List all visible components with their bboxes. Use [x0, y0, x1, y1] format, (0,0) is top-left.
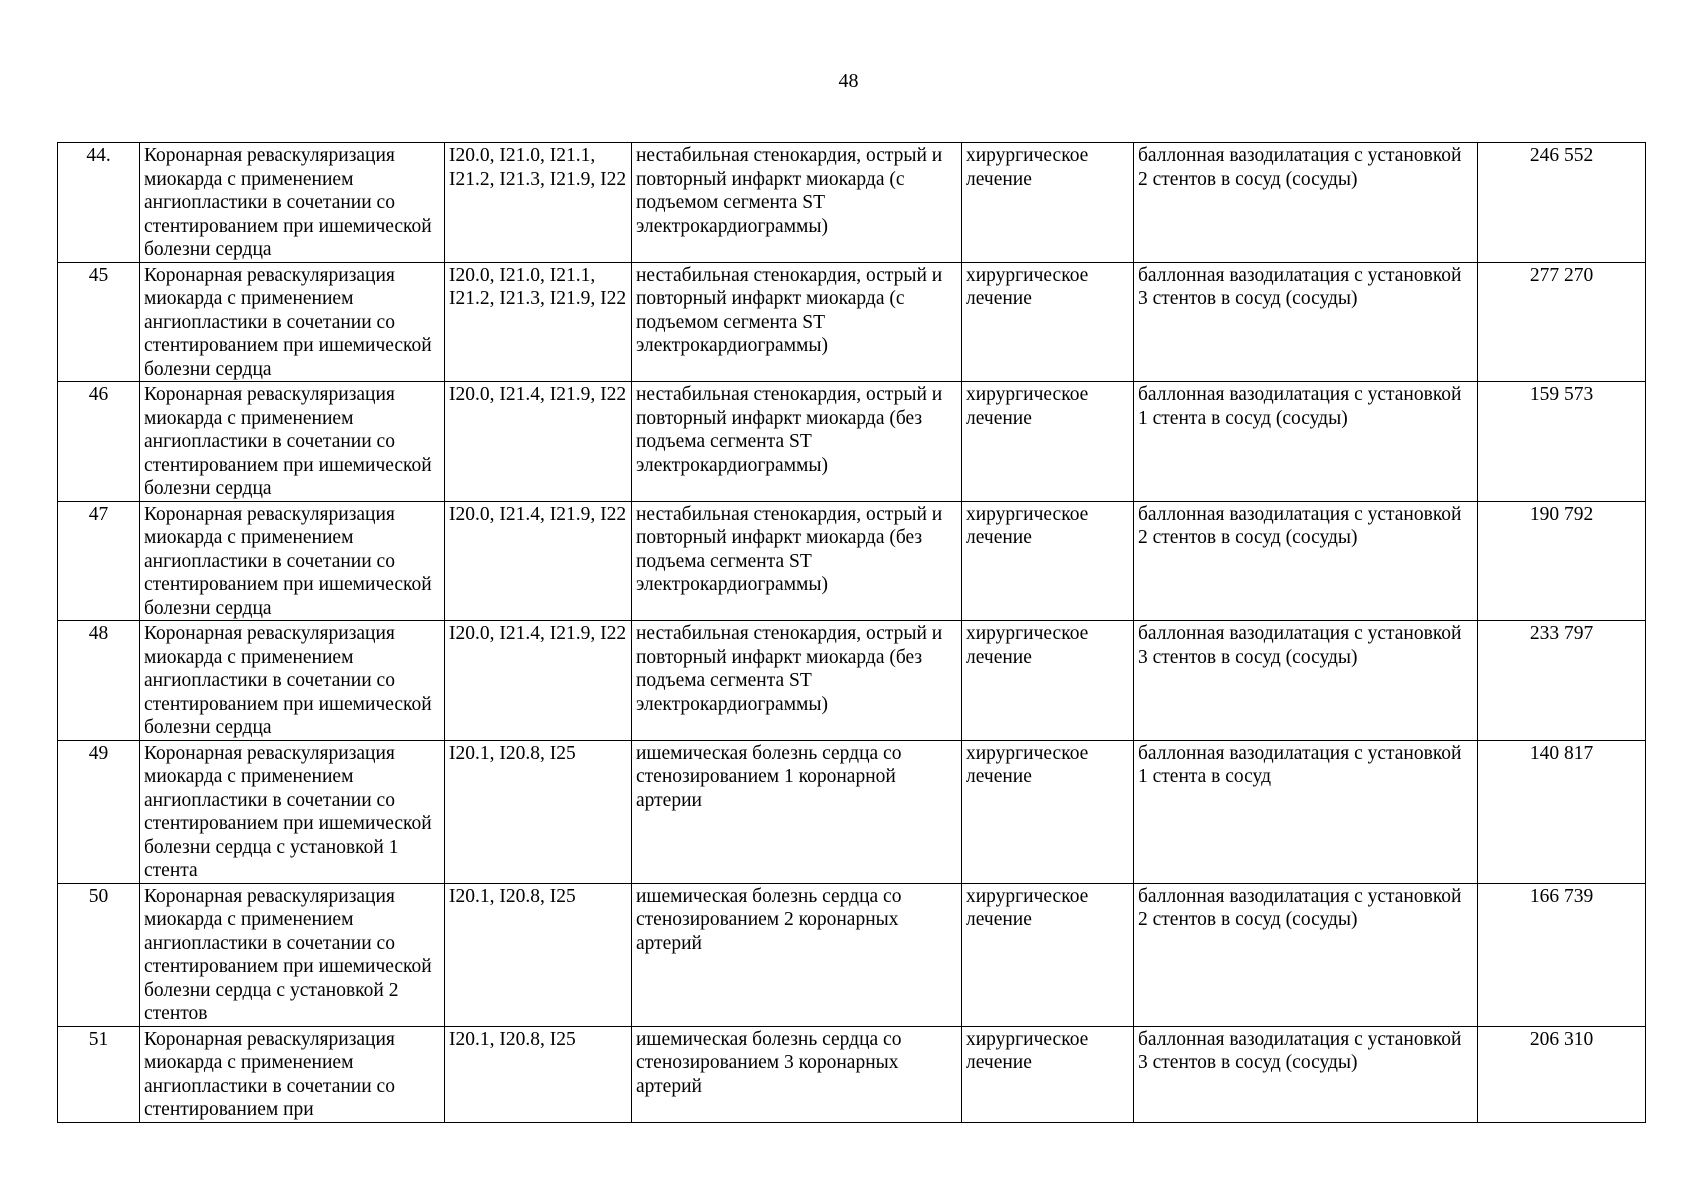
- diagnosis: нестабильная стенокардия, острый и повторный инфаркт миокарда (без подъема сегмента ST электрокардиограммы): [632, 501, 962, 621]
- table-row: [58, 501, 1646, 621]
- treatment-method: баллонная вазодилатация с установкой 3 стентов в сосуд (сосуды): [1134, 262, 1478, 382]
- table-row: [58, 143, 1646, 263]
- treatment-method: баллонная вазодилатация с установкой 3 стентов в сосуд (сосуды): [1134, 1026, 1478, 1122]
- service-name: Коронарная реваскуляризация миокарда с применением ангиопластики в сочетании со стентированием при ишемической болезни сердца с установкой 2 стентов: [140, 883, 445, 1026]
- row-number: 44.: [58, 143, 140, 263]
- page-number: 48: [838, 70, 859, 92]
- services-table: [57, 142, 1646, 1123]
- diagnosis: нестабильная стенокардия, острый и повторный инфаркт миокарда (без подъема сегмента ST электрокардиограммы): [632, 621, 962, 741]
- service-name: Коронарная реваскуляризация миокарда с применением ангиопластики в сочетании со стентированием при: [140, 1026, 445, 1122]
- row-number: 51: [58, 1026, 140, 1122]
- treatment-method: баллонная вазодилатация с установкой 1 стента в сосуд: [1134, 740, 1478, 883]
- icd-codes: I20.0, I21.4, I21.9, I22: [445, 621, 632, 741]
- row-number: 50: [58, 883, 140, 1026]
- service-name: Коронарная реваскуляризация миокарда с применением ангиопластики в сочетании со стентированием при ишемической болезни сердца: [140, 143, 445, 263]
- diagnosis: нестабильная стенокардия, острый и повторный инфаркт миокарда (с подъемом сегмента ST электрокардиограммы): [632, 143, 962, 263]
- treatment-method: баллонная вазодилатация с установкой 1 стента в сосуд (сосуды): [1134, 382, 1478, 502]
- price: 190 792: [1478, 501, 1646, 621]
- row-number: 48: [58, 621, 140, 741]
- price: 140 817: [1478, 740, 1646, 883]
- diagnosis: нестабильная стенокардия, острый и повторный инфаркт миокарда (без подъема сегмента ST электрокардиограммы): [632, 382, 962, 502]
- icd-codes: I20.1, I20.8, I25: [445, 1026, 632, 1122]
- price: 166 739: [1478, 883, 1646, 1026]
- service-name: Коронарная реваскуляризация миокарда с применением ангиопластики в сочетании со стентированием при ишемической болезни сердца с установкой 1 стента: [140, 740, 445, 883]
- service-name: Коронарная реваскуляризация миокарда с применением ангиопластики в сочетании со стентированием при ишемической болезни сердца: [140, 382, 445, 502]
- treatment-type: хирургическое лечение: [962, 262, 1134, 382]
- row-number: 49: [58, 740, 140, 883]
- service-name: Коронарная реваскуляризация миокарда с применением ангиопластики в сочетании со стентированием при ишемической болезни сердца: [140, 501, 445, 621]
- row-number: 47: [58, 501, 140, 621]
- treatment-type: хирургическое лечение: [962, 621, 1134, 741]
- diagnosis: ишемическая болезнь сердца со стенозированием 2 коронарных артерий: [632, 883, 962, 1026]
- icd-codes: I20.1, I20.8, I25: [445, 883, 632, 1026]
- table-row: [58, 740, 1646, 883]
- table-row: [58, 883, 1646, 1026]
- treatment-method: баллонная вазодилатация с установкой 2 стентов в сосуд (сосуды): [1134, 883, 1478, 1026]
- icd-codes: I20.0, I21.0, I21.1, I21.2, I21.3, I21.9, I22: [445, 143, 632, 263]
- diagnosis: ишемическая болезнь сердца со стенозированием 3 коронарных артерий: [632, 1026, 962, 1122]
- table-row: [58, 1026, 1646, 1122]
- diagnosis: нестабильная стенокардия, острый и повторный инфаркт миокарда (с подъемом сегмента ST электрокардиограммы): [632, 262, 962, 382]
- service-name: Коронарная реваскуляризация миокарда с применением ангиопластики в сочетании со стентированием при ишемической болезни сердца: [140, 621, 445, 741]
- treatment-method: баллонная вазодилатация с установкой 2 стентов в сосуд (сосуды): [1134, 143, 1478, 263]
- icd-codes: I20.0, I21.0, I21.1, I21.2, I21.3, I21.9, I22: [445, 262, 632, 382]
- icd-codes: I20.0, I21.4, I21.9, I22: [445, 501, 632, 621]
- table-row: [58, 621, 1646, 741]
- icd-codes: I20.1, I20.8, I25: [445, 740, 632, 883]
- table-row: [58, 262, 1646, 382]
- table-row: [58, 382, 1646, 502]
- treatment-type: хирургическое лечение: [962, 1026, 1134, 1122]
- price: 206 310: [1478, 1026, 1646, 1122]
- treatment-type: хирургическое лечение: [962, 883, 1134, 1026]
- price: 159 573: [1478, 382, 1646, 502]
- price: 233 797: [1478, 621, 1646, 741]
- treatment-type: хирургическое лечение: [962, 143, 1134, 263]
- row-number: 46: [58, 382, 140, 502]
- price: 246 552: [1478, 143, 1646, 263]
- price: 277 270: [1478, 262, 1646, 382]
- treatment-type: хирургическое лечение: [962, 740, 1134, 883]
- treatment-type: хирургическое лечение: [962, 501, 1134, 621]
- icd-codes: I20.0, I21.4, I21.9, I22: [445, 382, 632, 502]
- row-number: 45: [58, 262, 140, 382]
- treatment-method: баллонная вазодилатация с установкой 2 стентов в сосуд (сосуды): [1134, 501, 1478, 621]
- treatment-type: хирургическое лечение: [962, 382, 1134, 502]
- service-name: Коронарная реваскуляризация миокарда с применением ангиопластики в сочетании со стентированием при ишемической болезни сердца: [140, 262, 445, 382]
- diagnosis: ишемическая болезнь сердца со стенозированием 1 коронарной артерии: [632, 740, 962, 883]
- treatment-method: баллонная вазодилатация с установкой 3 стентов в сосуд (сосуды): [1134, 621, 1478, 741]
